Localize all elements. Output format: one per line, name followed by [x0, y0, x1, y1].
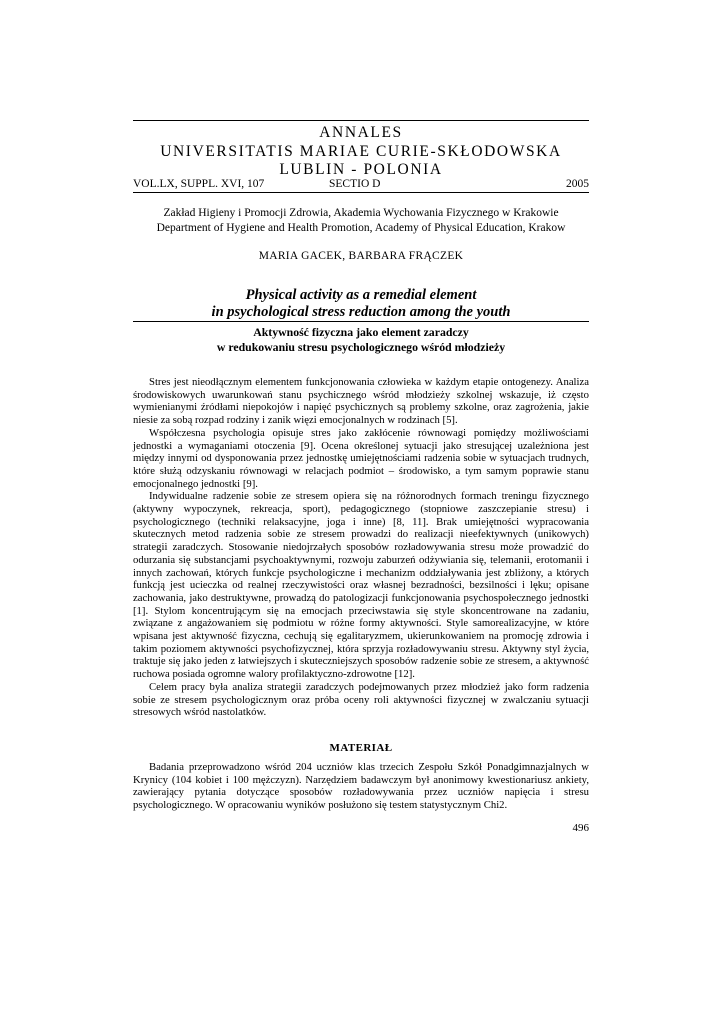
intro-paragraph: Współczesna psychologia opisuje stres jako zakłócenie równowagi pomiędzy możliwościami jednostki a wymaganiami otoczenia [9]. Ocena określonej sytuacji jako stresującej uzależniona jest między innymi od dysponowania przez jednostkę umiejętnościami radzenia sobie w sytuacjach trudnych, które służą odzyskaniu równowagi w relacjach podmiot – środowisko, a tym samym poprawie stanu emocjonalnego jednostki [9].: [133, 426, 589, 490]
volume-row: [133, 177, 589, 191]
affiliation-english: Department of Hygiene and Health Promotion, Academy of Physical Education, Krakow: [156, 222, 566, 234]
authors: MARIA GACEK, BARBARA FRĄCZEK: [258, 250, 464, 262]
journal-name-line3: LUBLIN - POLONIA: [279, 161, 443, 178]
intro-paragraph: Stres jest nieodłącznym elementem funkcjonowania człowieka w każdym etapie ontogenezy. Analiza środowiskowych uwarunkowań stanu psychicznego wśród młodzieży szkolnej wskazuje, iż często wymienianymi źródłami niepokojów i napięć psychicznych są problemy szkolne, oraz zagrożenia, jakie niesie za sobą rozpad rodziny i zanik więzi emocjonalnych w rodzinach [5].: [133, 376, 589, 427]
section-heading-material: MATERIAŁ: [329, 742, 393, 754]
intro-paragraph: Celem pracy była analiza strategii zaradczych podejmowanych przez młodzież jako form radzenia sobie ze stresem psychologicznym oraz próba oceny roli aktywności fizycznej w zwalczaniu sytuacji stresowych wśród nastolatków.: [133, 680, 589, 719]
header-top-rule: [133, 120, 589, 121]
title-english-line2: in psychological stress reduction among the youth: [211, 304, 511, 320]
page-number: 496: [572, 822, 589, 834]
material-paragraph: Badania przeprowadzono wśród 204 uczniów klas trzecich Zespołu Szkół Ponadgimnazjalnych w Krynicy (104 kobiet i 100 mężczyzn). Narzędziem badawczym był anonimowy kwestionariusz ankiety, zawierający pytania dotyczące sposobów rozładowywania przez uczniów napięcia i stresu psychologicznego. W opracowaniu wyników posłużono się testem statystycznym Chi2.: [133, 761, 589, 812]
journal-name-line1: ANNALES: [319, 124, 403, 141]
journal-name-line2: UNIVERSITATIS MARIAE CURIE-SKŁODOWSKA: [160, 143, 562, 160]
title-polish-line2: w redukowaniu stresu psychologicznego wśród młodzieży: [216, 340, 506, 354]
year-label: 2005: [566, 178, 589, 190]
title-rule: [133, 321, 589, 322]
affiliation-polish: Zakład Higieny i Promocji Zdrowia, Akademia Wychowania Fizycznego w Krakowie: [163, 207, 559, 219]
introduction-section: [133, 376, 589, 719]
intro-paragraph: Indywidualne radzenie sobie ze stresem opiera się na różnorodnych formach treningu fizycznego (aktywny wypoczynek, rekreacja, sport), pedagogicznego (stopniowe zaszczepianie stresu) i psychologicznego (techniki relaksacyjne, joga i inne) [8, 11]. Brak umiejętności wypracowania skutecznych metod radzenia sobie ze stresem prowadzi do realizacji nieefektywnych (unikowych) strategii zaradczych. Stosowanie niedojrzałych sposobów rozładowywania stresu może prowadzić do odurzania się substancjami psychoaktywnymi, rozwoju zaburzeń odżywiania się, telemanii, erotomanii i innych zachowań, których funkcje psychologiczne i mechanizm oddziaływania jest zbliżony, a których funkcją jest ucieczka od realnej rzeczywistości oraz własnej bezradności, bezsilności i lęku; opisane zachowania, jako destruktywne, prowadzą do patologizacji funkcjonowania psychospołecznego jednostki [1]. Stylom koncentrującym się na emocjach przeciwstawia się style skoncentrowane na zadaniu, związane z angażowaniem się podmiotu w różne formy aktywności. Style samorealizacyjne, w które wpisana jest aktywność fizyczna, cechują się egalitaryzmem, ukierunkowaniem na promocję zdrowia i takim poziomem aktywności psychofizycznej, która sprzyja rozładowywaniu stresu. Aktywny styl życia, traktuje się jako jeden z łatwiejszych i skuteczniejszych sposobów radzenie sobie ze stresem, a aktywność ruchowa posiada ogromne walory profilaktyczno-zdrowotne [12].: [133, 490, 589, 681]
sectio-label: SECTIO D: [329, 178, 381, 190]
header-bottom-rule: [133, 192, 589, 193]
title-english-line1: Physical activity as a remedial element: [245, 287, 477, 303]
material-section: [133, 761, 589, 812]
volume-info: VOL.LX, SUPPL. XVI, 107: [133, 178, 265, 190]
title-polish-line1: Aktywność fizyczna jako element zaradczy: [253, 325, 469, 339]
